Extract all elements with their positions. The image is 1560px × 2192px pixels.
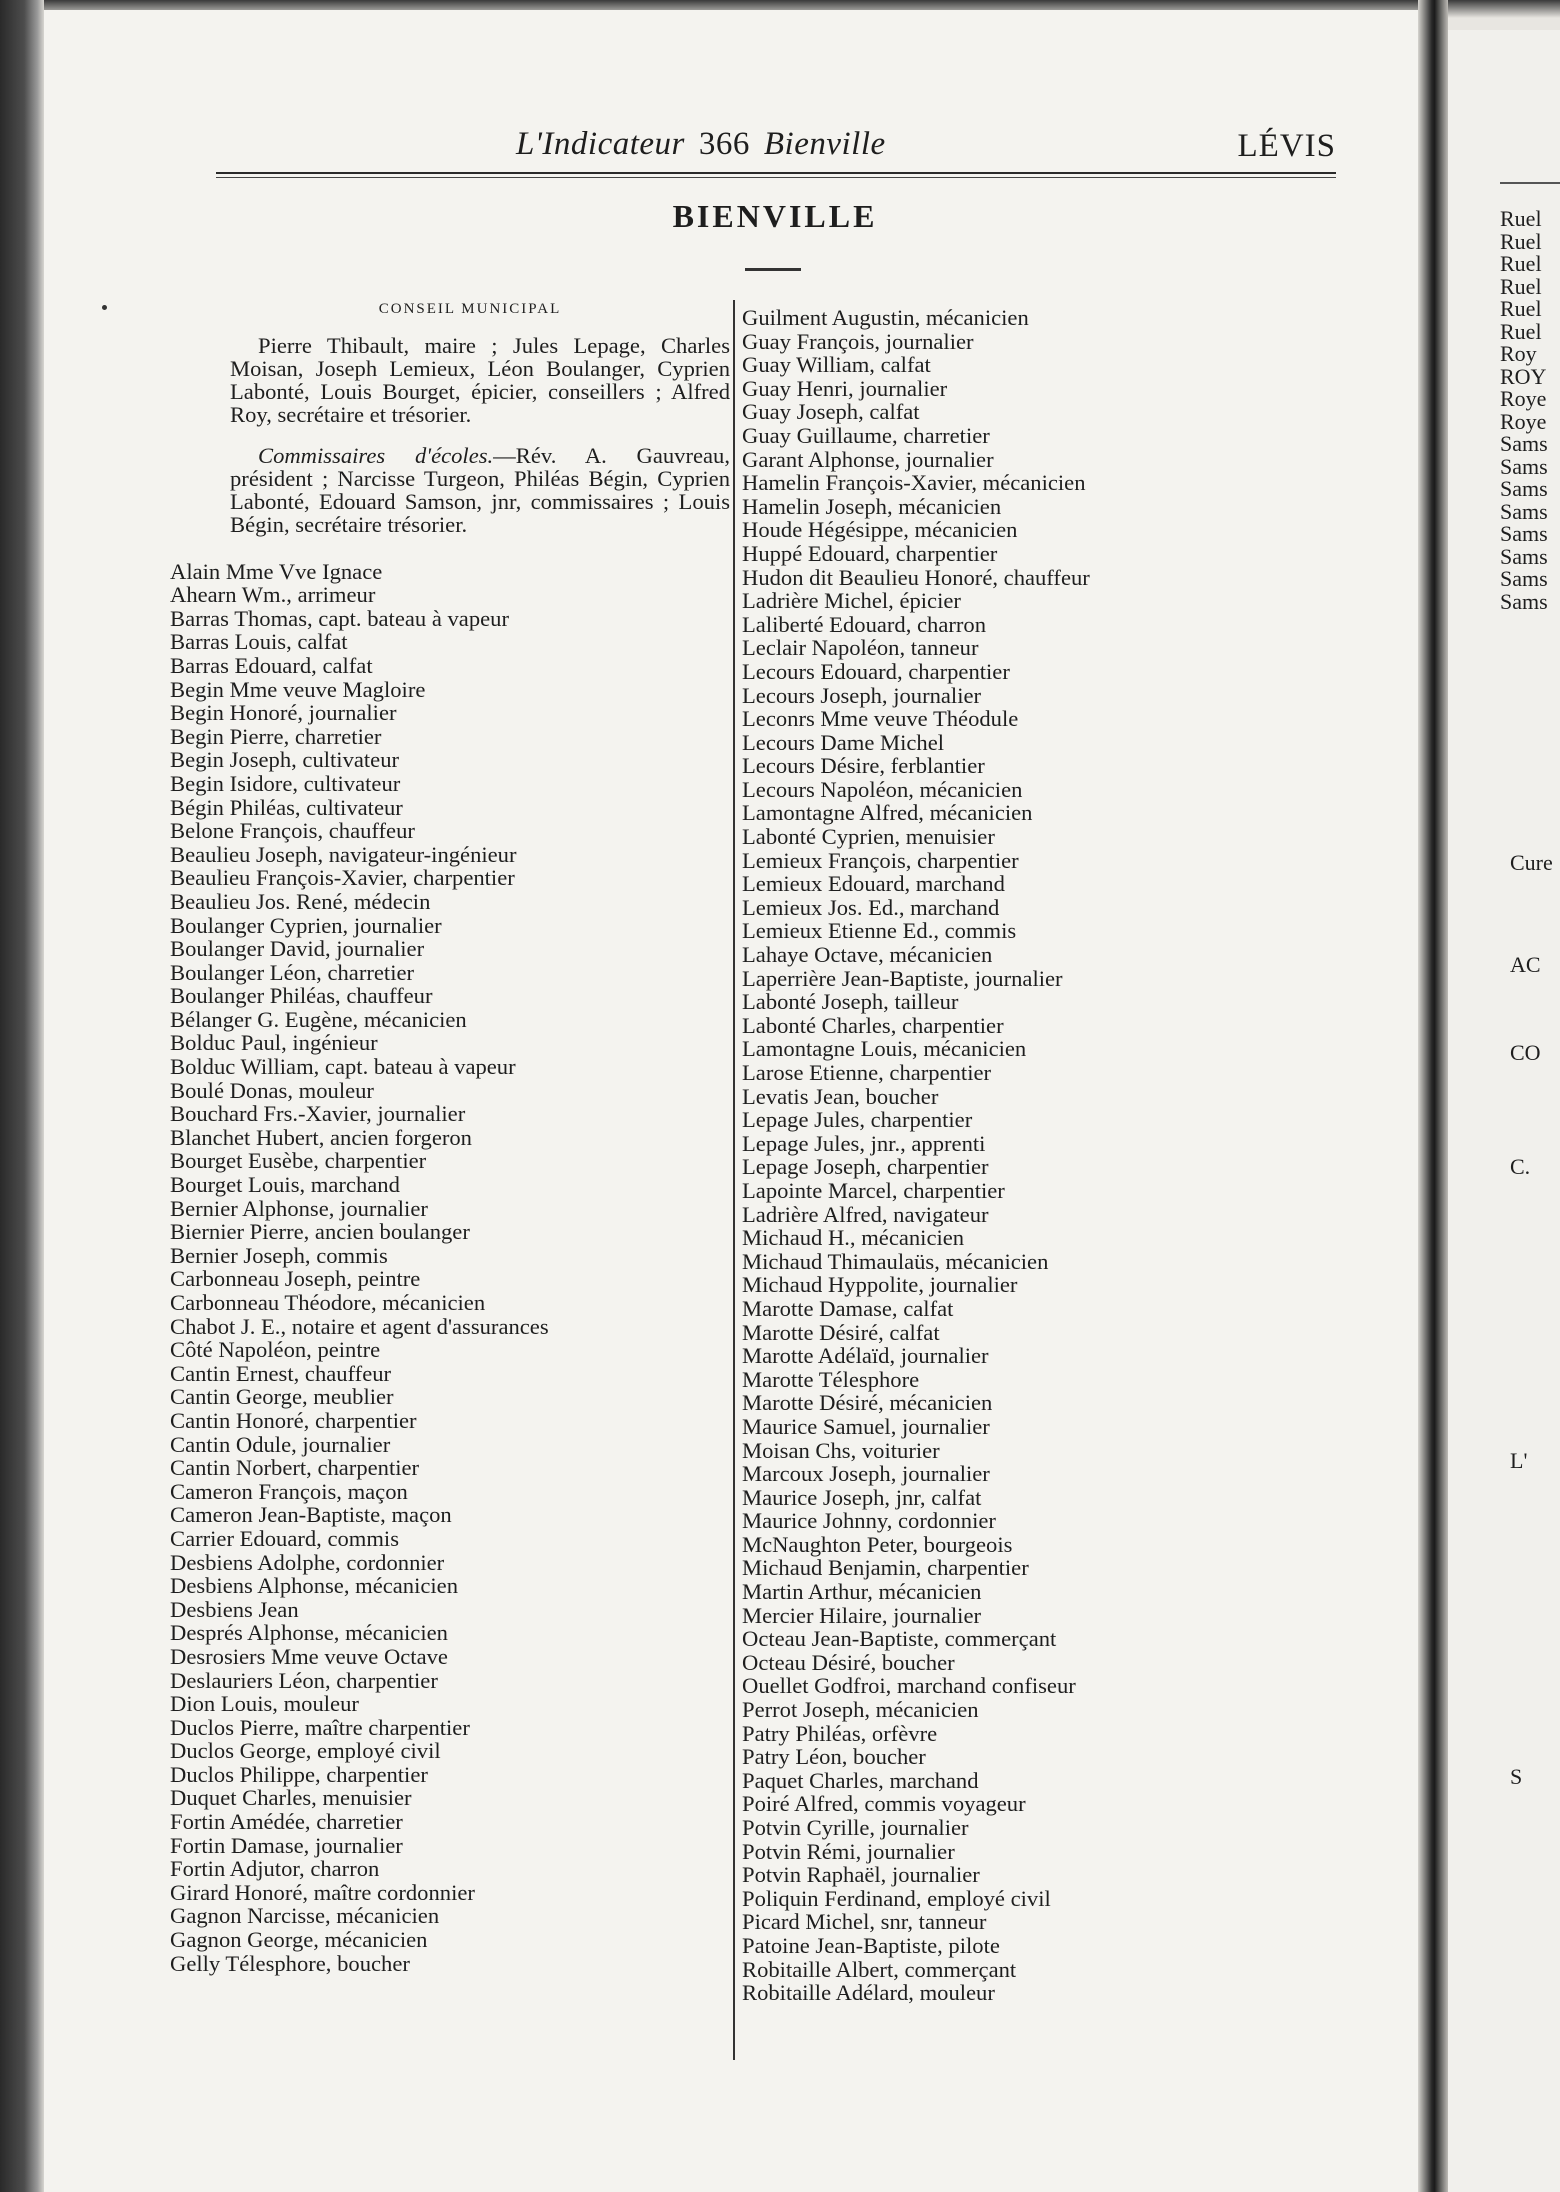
running-header [216,120,1336,180]
resident-entry: Sams [1500,588,1548,614]
resident-entry: Carbonneau Théodore, mécanicien [170,1290,486,1315]
resident-entry: Labonté Cyprien, menuisier [742,824,995,850]
resident-entry: Cantin Ernest, chauffeur [170,1360,392,1386]
resident-entry: Roye [1500,386,1547,411]
resident-entry: McNaughton Peter, bourgeois [742,1531,1013,1557]
resident-entry: Desbiens Jean [170,1596,299,1622]
adjacent-fragment: Cure [1510,850,1553,875]
resident-entry: Lapointe Marcel, charpentier [742,1177,1005,1203]
resident-entry: Sams [1500,521,1548,546]
resident-entry: Hamelin François-Xavier, mécanicien [742,470,1086,496]
adjacent-fragment: S [1510,1764,1523,1789]
resident-entry: Poliquin Ferdinand, employé civil [742,1885,1051,1911]
resident-list-right [742,306,1322,2005]
resident-entry: Bourget Louis, marchand [170,1172,400,1198]
resident-entry: Hudon dit Beaulieu Honoré, chauffeur [742,564,1090,590]
adjacent-fragment: L' [1510,1448,1528,1473]
resident-entry: Patry Léon, boucher [742,1744,926,1770]
resident-entry: Beaulieu Joseph, navigateur-ingénieur [170,841,517,867]
resident-list-left [170,560,730,1976]
resident-entry: Marotte Damase, calfat [742,1295,954,1321]
resident-entry: Perrot Joseph, mécanicien [742,1697,979,1723]
adjacent-fragment: C. [1510,1154,1531,1179]
resident-entry: Maurice Joseph, jnr, calfat [742,1484,982,1510]
resident-entry: Lemieux François, charpentier [742,847,1019,873]
resident-entry: Begin Mme veuve Magloire [170,676,426,702]
resident-entry: Duquet Charles, menuisier [170,1785,412,1811]
resident-entry: Boulanger Philéas, chauffeur [170,983,433,1009]
resident-entry: Lemieux Jos. Ed., marchand [742,894,1000,920]
resident-entry: Lemieux Edouard, marchand [742,871,1005,897]
resident-entry: Ruel [1500,206,1542,231]
resident-entry: Carbonneau Joseph, peintre [170,1266,421,1292]
council-heading: CONSEIL MUNICIPAL [378,301,562,317]
resident-entry: Cantin Odule, journalier [170,1431,391,1457]
resident-entry: Begin Joseph, cultivateur [170,747,400,773]
resident-entry: Duclos George, employé civil [170,1738,441,1764]
resident-entry: Robitaille Adélard, mouleur [742,1980,995,2006]
resident-entry: Duclos Pierre, maître charpentier [170,1714,470,1740]
resident-entry: Michaud Benjamin, charpentier [742,1555,1029,1581]
resident-entry: Lamontagne Louis, mécanicien [742,1036,1027,1062]
resident-entry: Begin Honoré, journalier [170,700,397,726]
resident-entry: Guilment Augustin, mécanicien [742,305,1029,330]
resident-entry: Sams [1500,431,1548,456]
resident-entry: Mercier Hilaire, journalier [742,1602,981,1628]
resident-entry: Bolduc Paul, ingénieur [170,1030,378,1056]
resident-entry: Bourget Eusèbe, charpentier [170,1148,427,1174]
journal-name: L'Indicateur [516,126,685,162]
header-rule-thin [216,177,1336,178]
region-name: LÉVIS [1237,128,1336,164]
resident-entry: Bolduc William, capt. bateau à vapeur [170,1054,516,1080]
resident-entry: Després Alphonse, mécanicien [170,1620,448,1646]
resident-entry: Bernier Joseph, commis [170,1242,388,1268]
resident-entry: Cantin George, meublier [170,1384,394,1410]
book-spine [0,0,44,2192]
resident-entry: Fortin Adjutor, charron [170,1856,380,1882]
resident-entry: Martin Arthur, mécanicien [742,1579,982,1605]
resident-entry: Ruel [1500,318,1542,344]
resident-entry: Lepage Jules, jnr., apprenti [742,1130,986,1156]
resident-entry: Michaud H., mécanicien [742,1225,965,1251]
column-divider [733,300,735,2060]
resident-entry: Marotte Télesphore [742,1366,920,1392]
resident-entry: Boulé Donas, mouleur [170,1077,374,1103]
resident-entry: Blanchet Hubert, ancien forgeron [170,1124,472,1150]
resident-entry: Marotte Désiré, mécanicien [742,1390,993,1416]
resident-entry: Labonté Charles, charpentier [742,1012,1004,1038]
resident-entry: Begin Isidore, cultivateur [170,770,401,796]
resident-entry: Cameron François, maçon [170,1478,408,1504]
resident-entry: Boulanger David, journalier [170,936,425,962]
resident-entry: Ladrière Michel, épicier [742,588,961,614]
resident-entry: Huppé Edouard, charpentier [742,540,998,566]
resident-entry: Cantin Norbert, charpentier [170,1455,420,1481]
resident-entry: Ruel [1500,251,1542,276]
resident-entry: Sams [1500,566,1548,591]
resident-entry: Marotte Adélaïd, journalier [742,1343,989,1369]
resident-entry: Leconrs Mme veuve Théodule [742,706,1019,732]
resident-entry: ROY [1500,363,1547,389]
title-divider [745,268,801,271]
resident-entry: Bégin Philéas, cultivateur [170,794,403,820]
resident-entry: Roy [1500,341,1537,366]
resident-entry: Roye [1500,408,1547,434]
resident-entry: Cantin Honoré, charpentier [170,1407,417,1433]
resident-entry: Cameron Jean-Baptiste, maçon [170,1502,452,1528]
school-text: —Rév. A. Gauvreau, président ; Narcisse Turgeon, Philéas Bégin, Cyprien Labonté, Edouard Samson, jnr, commissaires ; Louis Bégin, secrétaire trésorier. [230,442,730,537]
resident-entry: Lecours Edouard, charpentier [742,658,1010,684]
resident-entry: Gagnon George, mécanicien [170,1927,428,1953]
resident-entry: Houde Hégésippe, mécanicien [742,517,1018,543]
resident-entry: Biernier Pierre, ancien boulanger [170,1219,470,1245]
resident-entry: Carrier Edouard, commis [170,1525,400,1551]
resident-entry: Larose Etienne, charpentier [742,1060,992,1085]
resident-entry: Côté Napoléon, peintre [170,1337,381,1363]
resident-entry: Barras Louis, calfat [170,629,348,655]
resident-entry: Alain Mme Vve Ignace [170,558,383,584]
resident-entry: Poiré Alfred, commis voyageur [742,1791,1026,1817]
resident-entry: Desbiens Adolphe, cordonnier [170,1549,445,1575]
resident-entry: Guay Joseph, calfat [742,399,920,425]
resident-entry: Lamontagne Alfred, mécanicien [742,800,1033,826]
resident-entry: Patoine Jean-Baptiste, pilote [742,1932,1000,1958]
header-rule [216,172,1336,174]
school-paragraph [230,444,730,536]
resident-entry: Potvin Cyrille, journalier [742,1815,969,1840]
resident-entry: Bélanger G. Eugène, mécanicien [170,1006,467,1032]
resident-entry: Lepage Joseph, charpentier [742,1154,989,1180]
resident-entry: Hamelin Joseph, mécanicien [742,493,1002,519]
resident-entry: Fortin Amédée, charretier [170,1809,403,1835]
resident-entry: Lecours Joseph, journalier [742,682,982,708]
resident-entry: Ruel [1500,228,1542,254]
header-title [516,126,886,163]
resident-entry: Desbiens Alphonse, mécanicien [170,1573,458,1599]
resident-entry: Levatis Jean, boucher [742,1083,939,1109]
page-number: 366 [698,126,750,162]
resident-entry: Gagnon Narcisse, mécanicien [170,1903,440,1929]
adjacent-page [1448,30,1560,2192]
resident-entry: Ruel [1500,273,1542,299]
resident-entry: Guay François, journalier [742,328,974,354]
resident-entry: Sams [1500,476,1548,501]
adjacent-fragment: CO [1510,1040,1541,1065]
resident-entry: Moisan Chs, voiturier [742,1437,940,1463]
resident-entry: Duclos Philippe, charpentier [170,1761,428,1787]
resident-entry: Picard Michel, snr, tanneur [742,1909,987,1935]
resident-entry: Patry Philéas, orfèvre [742,1720,938,1746]
resident-entry: Maurice Samuel, journalier [742,1413,990,1439]
resident-entry: Gelly Télesphore, boucher [170,1950,410,1976]
right-column [742,306,1322,2005]
resident-entry: Guay Guillaume, charretier [742,422,990,448]
resident-entry: Girard Honoré, maître cordonnier [170,1879,475,1905]
resident-entry: Deslauriers Léon, charpentier [170,1667,438,1693]
resident-entry: Lecours Dame Michel [742,729,945,755]
resident-entry: Lahaye Octave, mécanicien [742,942,993,968]
resident-entry: Octeau Désiré, boucher [742,1649,955,1675]
resident-entry: Ladrière Alfred, navigateur [742,1201,989,1227]
resident-entry: Potvin Raphaël, journalier [742,1862,980,1888]
resident-entry: Laperrière Jean-Baptiste, journalier [742,965,1063,991]
resident-entry: Marotte Désiré, calfat [742,1319,940,1345]
school-lead: Commissaires d'écoles. [258,442,494,468]
resident-entry: Potvin Rémi, journalier [742,1838,955,1864]
resident-entry: Bouchard Frs.-Xavier, journalier [170,1101,466,1127]
resident-entry: Maurice Johnny, cordonnier [742,1508,996,1534]
place-name: Bienville [763,126,886,162]
resident-entry: Lecours Napoléon, mécanicien [742,776,1023,802]
resident-entry: Guay Henri, journalier [742,375,948,401]
resident-entry: Fortin Damase, journalier [170,1832,403,1858]
section-title: BIENVILLE [672,198,878,234]
resident-entry: Belone François, chauffeur [170,818,415,844]
resident-entry: Barras Edouard, calfat [170,652,373,678]
resident-entry: Sams [1500,543,1548,569]
resident-entry: Robitaille Albert, commerçant [742,1956,1017,1982]
resident-entry: Lepage Jules, charpentier [742,1107,973,1133]
adjacent-page-rule [1500,182,1560,184]
resident-entry: Beaulieu Jos. René, médecin [170,888,431,914]
resident-entry: Marcoux Joseph, journalier [742,1461,990,1487]
resident-entry: Beaulieu François-Xavier, charpentier [170,865,515,891]
resident-entry: Sams [1500,498,1548,524]
adjacent-page-list [1500,208,1548,613]
resident-entry: Chabot J. E., notaire et agent d'assurances [170,1313,549,1339]
resident-entry: Sams [1500,453,1548,479]
resident-entry: Michaud Hyppolite, journalier [742,1272,1018,1298]
resident-entry: Laliberté Edouard, charron [742,611,987,637]
resident-entry: Lemieux Etienne Ed., commis [742,918,1017,944]
resident-entry: Barras Thomas, capt. bateau à vapeur [170,605,509,631]
resident-entry: Ahearn Wm., arrimeur [170,582,376,608]
resident-entry: Guay William, calfat [742,352,931,378]
resident-entry: Begin Pierre, charretier [170,723,382,749]
book-gutter [1418,0,1448,2192]
ink-speck [102,305,107,310]
resident-entry: Boulanger Léon, charretier [170,959,415,985]
resident-entry: Michaud Thimaulaüs, mécanicien [742,1248,1049,1274]
resident-entry: Ruel [1500,296,1542,321]
resident-entry: Desrosiers Mme veuve Octave [170,1643,448,1669]
resident-entry: Garant Alphonse, journalier [742,446,994,472]
left-column [170,298,730,1975]
resident-entry: Boulanger Cyprien, journalier [170,912,442,938]
resident-entry: Ouellet Godfroi, marchand confiseur [742,1673,1076,1699]
resident-entry: Octeau Jean-Baptiste, commerçant [742,1626,1057,1652]
resident-entry: Paquet Charles, marchand [742,1767,979,1793]
resident-entry: Labonté Joseph, tailleur [742,989,959,1015]
resident-entry: Dion Louis, mouleur [170,1691,359,1717]
resident-entry: Leclair Napoléon, tanneur [742,635,979,661]
council-paragraph: Pierre Thibault, maire ; Jules Lepage, Charles Moisan, Joseph Lemieux, Léon Boulanger, Cyprien Labonté, Louis Bourget, épicier, conseillers ; Alfred Roy, secrétaire et trésorier. [230,332,730,427]
adjacent-fragment: AC [1510,952,1541,977]
resident-entry: Bernier Alphonse, journalier [170,1195,428,1221]
resident-entry: Lecours Désire, ferblantier [742,753,985,779]
